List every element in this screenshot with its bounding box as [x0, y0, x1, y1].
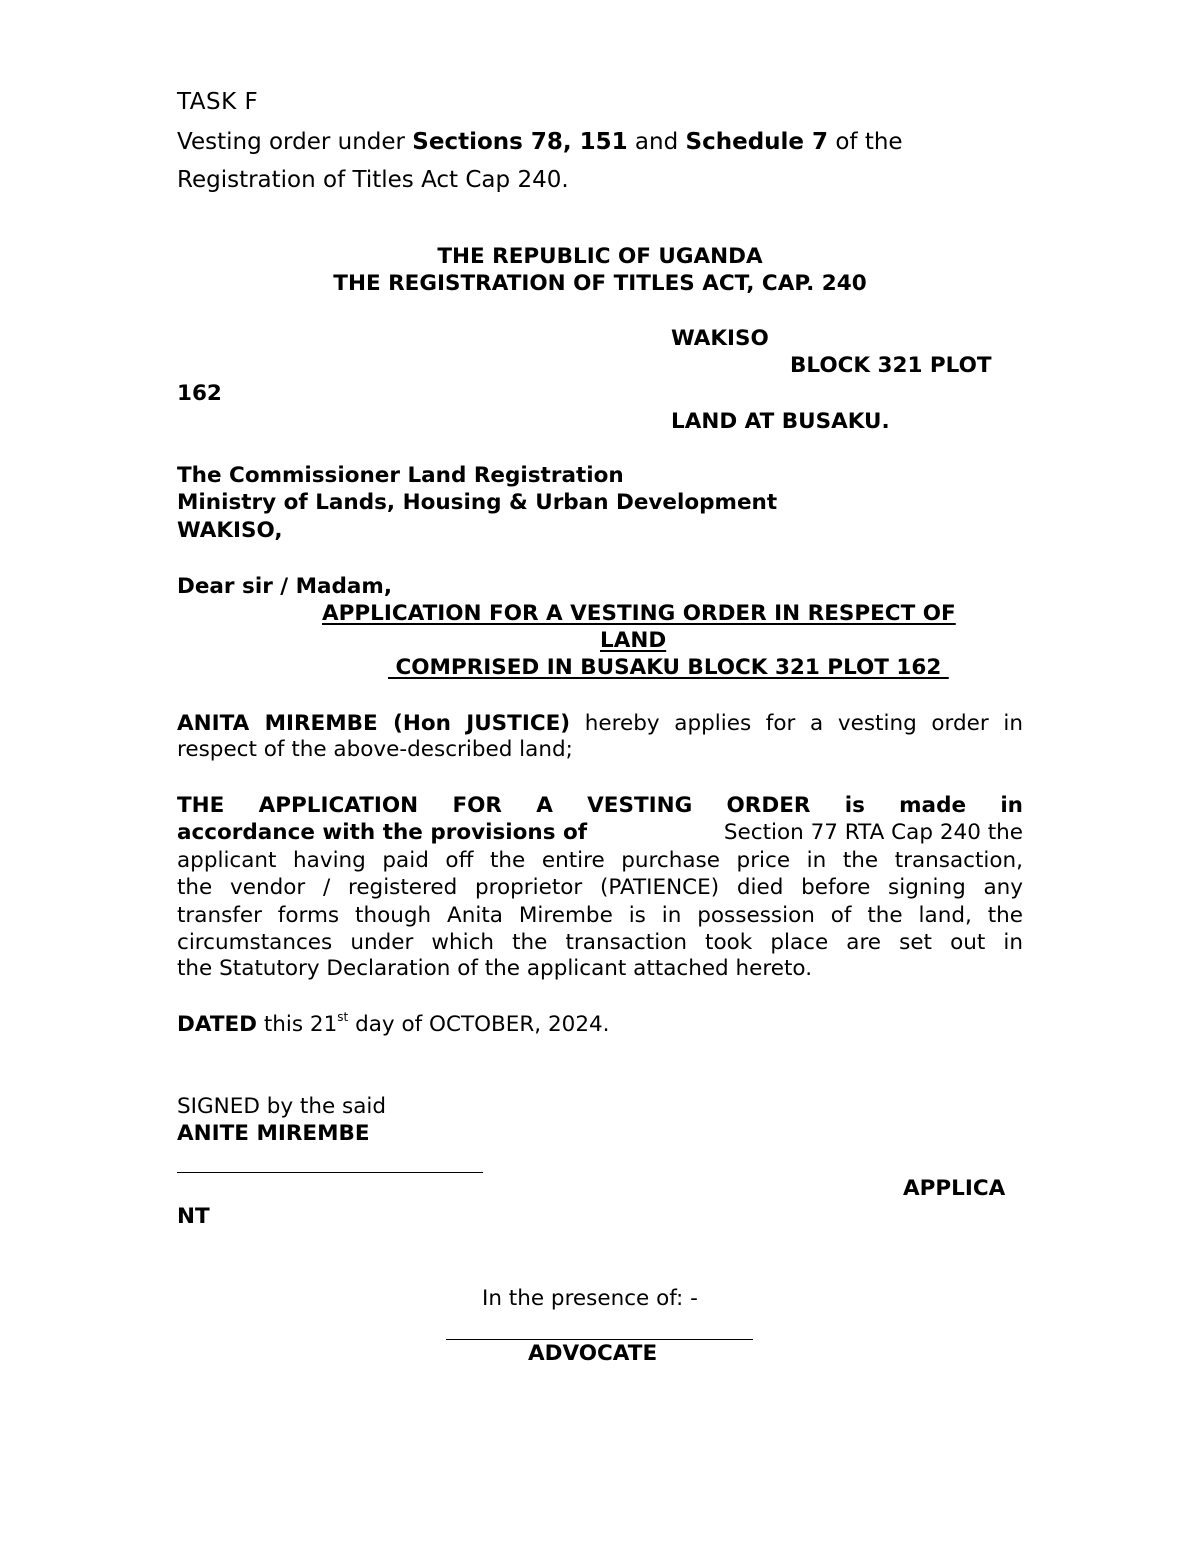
paragraph-applicant-line1	[177, 710, 1023, 737]
presence-text: In the presence of: -	[482, 1286, 698, 1311]
grounds-word: in	[1000, 793, 1023, 818]
paragraph-grounds-line6: circumstances under which the transaction took place are set out in	[177, 930, 1023, 955]
paragraph-grounds-line4: the vendor / registered proprietor (PATIENCE) died before signing any	[177, 875, 1023, 900]
grounds-word: THE	[177, 793, 225, 818]
grounds-word: made	[899, 793, 967, 818]
subject-line2: LAND	[600, 628, 667, 653]
task-intro-line2: Registration of Titles Act Cap 240.	[177, 167, 569, 193]
land-district: WAKISO	[671, 326, 769, 351]
intro-sections: Sections 78, 151	[412, 129, 628, 155]
intro-text-2: and	[627, 129, 686, 155]
signer-role-part2: NT	[177, 1204, 210, 1229]
paragraph-grounds-line2	[177, 820, 1023, 845]
dated-label: DATED	[177, 1012, 258, 1037]
paragraph-grounds-line3: applicant having paid off the entire purchase price in the transaction,	[177, 848, 1023, 873]
addressee-line1: The Commissioner Land Registration	[177, 463, 624, 488]
grounds-word: A	[536, 793, 553, 818]
signed-by: SIGNED by the said	[177, 1094, 387, 1119]
paragraph-grounds-line7: the Statutory Declaration of the applicant attached hereto.	[177, 956, 813, 981]
grounds-section: Section 77 RTA Cap 240 the	[723, 820, 1023, 845]
land-plot-number: 162	[177, 381, 222, 406]
signer-name: ANITE MIREMBE	[177, 1121, 370, 1146]
signer-role-part1: APPLICA	[903, 1176, 1006, 1201]
advocate-label: ADVOCATE	[528, 1341, 658, 1366]
salutation: Dear sir / Madam,	[177, 574, 392, 599]
grounds-word: VESTING	[587, 793, 693, 818]
grounds-word: APPLICATION	[258, 793, 419, 818]
addressee-line3: WAKISO,	[177, 518, 283, 543]
subject-line1: APPLICATION FOR A VESTING ORDER IN RESPECT OF	[322, 601, 956, 626]
subject-line3: COMPRISED IN BUSAKU BLOCK 321 PLOT 162	[388, 655, 949, 680]
grounds-word: FOR	[452, 793, 502, 818]
paragraph-grounds-line1	[177, 792, 1023, 819]
paragraph-applicant-line2: respect of the above-described land;	[177, 737, 573, 762]
applicant-text: hereby applies for a vesting order in	[570, 711, 1023, 736]
dated-superscript: st	[337, 1010, 349, 1024]
intro-text-1: Vesting order under	[177, 129, 413, 155]
advocate-signature-line	[446, 1339, 753, 1340]
land-location: LAND AT BUSAKU.	[671, 409, 890, 434]
grounds-provisions: accordance with the provisions of	[177, 820, 588, 845]
addressee-line2: Ministry of Lands, Housing & Urban Development	[177, 490, 778, 515]
grounds-word: is	[844, 793, 865, 818]
signature-line	[177, 1172, 483, 1173]
dated-text-2: day of OCTOBER, 2024.	[348, 1012, 610, 1037]
task-title: TASK F	[177, 89, 259, 115]
heading-act: THE REGISTRATION OF TITLES ACT, CAP. 240	[333, 271, 867, 296]
task-intro-line1	[177, 129, 903, 155]
grounds-word: ORDER	[726, 793, 811, 818]
land-block-plot: BLOCK 321 PLOT	[790, 353, 992, 378]
applicant-name: ANITA MIREMBE (Hon JUSTICE)	[177, 711, 571, 736]
intro-schedule: Schedule 7	[685, 129, 829, 155]
paragraph-grounds-line5: transfer forms though Anita Mirembe is in possession of the land, the	[177, 903, 1023, 928]
intro-text-3: of the	[828, 129, 903, 155]
heading-republic: THE REPUBLIC OF UGANDA	[437, 244, 763, 269]
dated-line	[177, 1012, 610, 1037]
dated-text-1: this 21	[257, 1012, 338, 1037]
